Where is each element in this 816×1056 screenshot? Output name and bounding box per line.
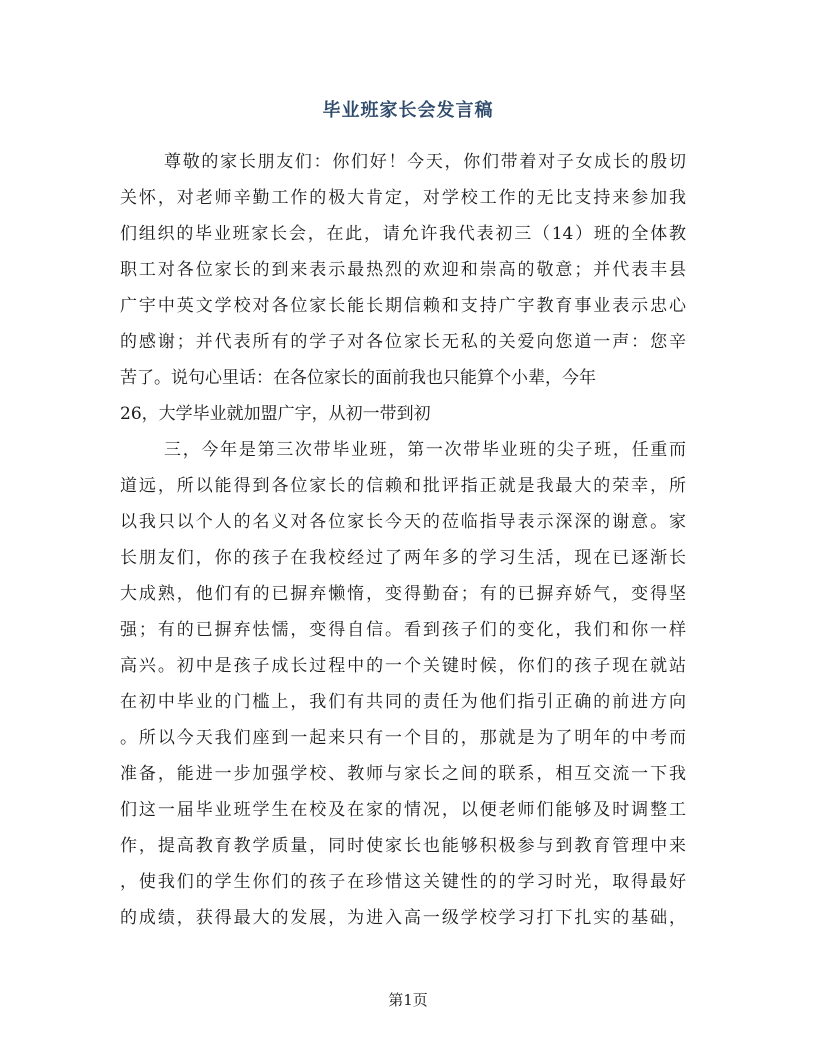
page-number: 第1页 xyxy=(388,991,428,1009)
document-title: 毕业班家长会发言稿 xyxy=(322,100,494,121)
paragraph-2-line-5: 大成熟，他们有的已摒弃懒惰，变得勤奋；有的已摒弃娇气，变得坚 xyxy=(120,584,686,604)
paragraph-2-line-7: 高兴。初中是孩子成长过程中的一个关键时候，你们的孩子现在就站 xyxy=(120,656,686,676)
paragraph-1-line-3: 们组织的毕业班家长会，在此，请允许我代表初三（14）班的全体教 xyxy=(120,224,686,244)
paragraph-2-line-1: 三，今年是第三次带毕业班，第一次带毕业班的尖子班，任重而 xyxy=(164,440,686,460)
paragraph-1-line-4: 职工对各位家长的到来表示最热烈的欢迎和崇高的敬意；并代表丰县 xyxy=(120,260,686,280)
paragraph-2-line-10: 准备，能进一步加强学校、教师与家长之间的联系，相互交流一下我 xyxy=(120,764,686,784)
paragraph-2-line-2: 道远，所以能得到各位家长的信赖和批评指正就是我最大的荣幸，所 xyxy=(120,476,686,496)
paragraph-2-line-12: 作，提高教育教学质量，同时使家长也能够积极参与到教育管理中来 xyxy=(120,836,686,856)
paragraph-1-line-1: 尊敬的家长朋友们：你们好！今天，你们带着对子女成长的殷切 xyxy=(164,152,686,172)
paragraph-2-line-3: 以我只以个人的名义对各位家长今天的莅临指导表示深深的谢意。家 xyxy=(120,512,686,532)
paragraph-2-line-6: 强；有的已摒弃怯懦，变得自信。看到孩子们的变化，我们和你一样 xyxy=(120,620,686,640)
paragraph-1-line-6: 的感谢；并代表所有的学子对各位家长无私的关爱向您道一声：您辛 xyxy=(120,332,686,352)
paragraph-2-line-4: 长朋友们，你的孩子在我校经过了两年多的学习生活，现在已逐渐长 xyxy=(120,548,686,568)
paragraph-2-line-14: 的成绩，获得最大的发展，为进入高一级学校学习打下扎实的基础， xyxy=(120,908,686,928)
paragraph-2-line-9: 。所以今天我们座到一起来只有一个目的，那就是为了明年的中考而 xyxy=(120,728,686,748)
paragraph-2-line-13: ，使我们的学生你们的孩子在珍惜这关键性的的学习时光，取得最好 xyxy=(120,872,686,892)
paragraph-1-line-2: 关怀，对老师辛勤工作的极大肯定，对学校工作的无比支持来参加我 xyxy=(120,188,686,208)
paragraph-1-line-8: 26，大学毕业就加盟广宇，从初一带到初 xyxy=(120,404,431,424)
paragraph-2-line-11: 们这一届毕业班学生在校及在家的情况，以便老师们能够及时调整工 xyxy=(120,800,686,820)
paragraph-1-line-7: 苦了。说句心里话：在各位家长的面前我也只能算个小辈，今年 xyxy=(120,368,596,388)
paragraph-2-line-8: 在初中毕业的门槛上，我们有共同的责任为他们指引正确的前进方向 xyxy=(120,692,686,712)
paragraph-1-line-5: 广宇中英文学校对各位家长能长期信赖和支持广宇教育事业表示忠心 xyxy=(120,296,686,316)
